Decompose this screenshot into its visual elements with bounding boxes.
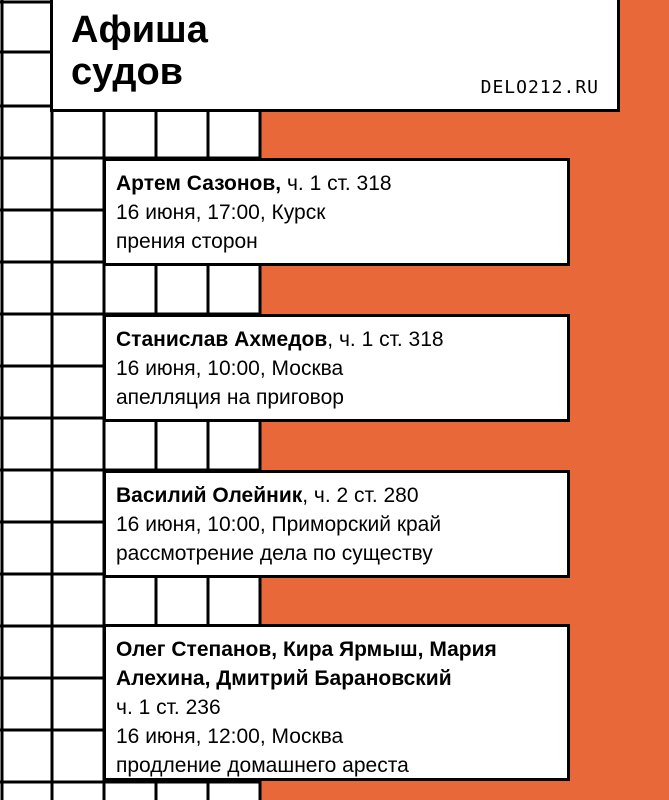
case-article: ч. 1 ст. 318 xyxy=(281,172,392,195)
case-article: , ч. 2 ст. 280 xyxy=(302,484,419,507)
case-stage: рассмотрение дела по существу xyxy=(116,542,433,565)
page-title xyxy=(71,9,208,93)
site-url: DELO212.RU xyxy=(480,77,599,98)
defendant-name: Артем Сазонов, xyxy=(116,172,282,195)
defendant-names-line-2: Алехина, Дмитрий Барановский xyxy=(116,667,452,690)
case-datetime-place: 16 июня, 10:00, Приморский край xyxy=(116,513,442,536)
case-article: , ч. 1 ст. 318 xyxy=(327,328,444,351)
case-card xyxy=(103,470,570,578)
case-stage: апелляция на приговор xyxy=(116,386,344,409)
defendant-name: Василий Олейник xyxy=(116,484,303,507)
case-datetime-place: 16 июня, 10:00, Москва xyxy=(116,357,344,380)
case-article: ч. 1 ст. 236 xyxy=(116,696,221,719)
header-box xyxy=(50,0,620,112)
case-datetime-place: 16 июня, 17:00, Курск xyxy=(116,201,326,224)
case-card xyxy=(103,158,570,266)
defendant-names-line-1: Олег Степанов, Кира Ярмыш, Мария xyxy=(116,638,497,661)
case-stage: прения сторон xyxy=(116,230,258,253)
title-line-1: Афиша xyxy=(71,9,208,51)
case-card xyxy=(103,314,570,422)
case-title xyxy=(116,169,557,198)
case-datetime-place: 16 июня, 12:00, Москва xyxy=(116,725,344,748)
defendant-name: Станислав Ахмедов xyxy=(116,328,328,351)
case-title xyxy=(116,325,557,354)
case-title xyxy=(116,481,557,510)
title-line-2: судов xyxy=(71,51,184,93)
case-card xyxy=(103,624,570,781)
case-stage: продление домашнего ареста xyxy=(116,754,409,777)
